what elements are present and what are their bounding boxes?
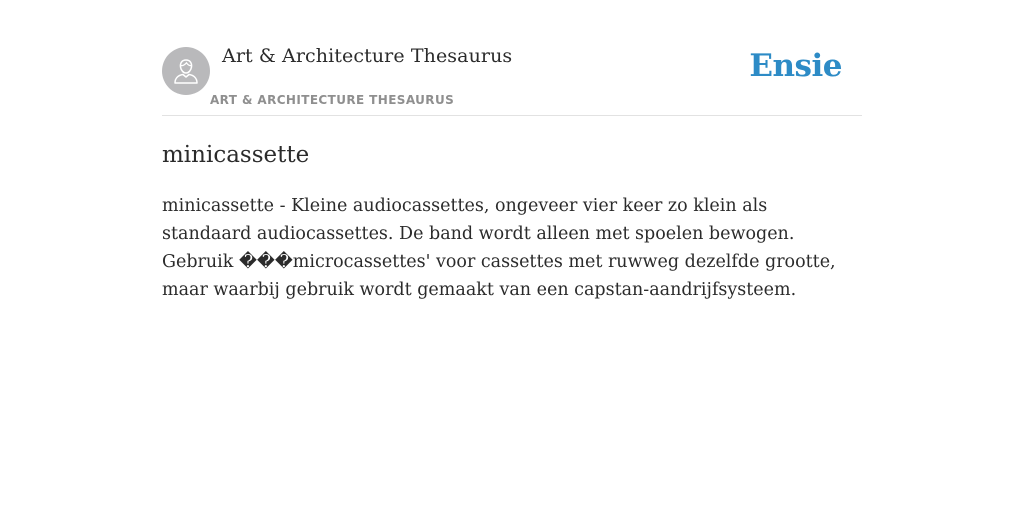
entry-card [162,0,862,304]
source-subtitle: ART & ARCHITECTURE THESAURUS [210,93,455,107]
entry-definition: minicassette - Kleine audiocassettes, ongeveer vier keer zo klein als standaard audiocassettes. De band wordt alleen met spoelen bewogen. Gebruik ���microcassettes' voor cassettes met ruwweg dezelfde grootte, maar waarbij gebruik wordt gemaakt van een capstan-aandrijfsysteem. [162,196,836,300]
user-icon [171,56,201,86]
source-title[interactable]: Art & Architecture Thesaurus [222,45,513,67]
entry-term: minicassette [162,142,310,168]
entry-header [162,0,862,116]
avatar[interactable] [162,47,210,95]
ensie-logo-link[interactable]: Ensie [749,48,842,84]
